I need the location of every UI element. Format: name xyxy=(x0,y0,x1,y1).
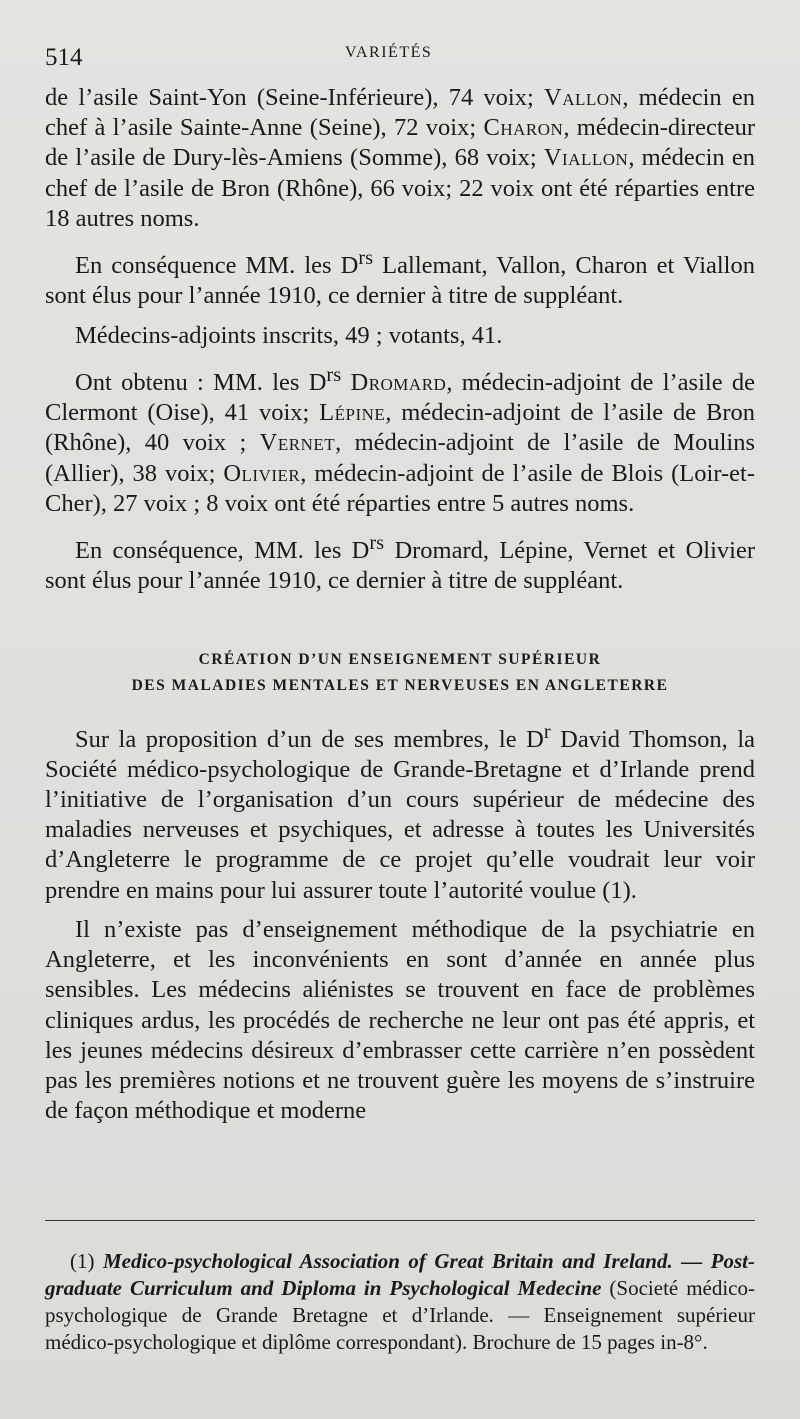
person-name: Olivier xyxy=(223,459,301,487)
text-run: En conséquence, MM. les D xyxy=(75,537,370,565)
superscript: rs xyxy=(326,363,342,386)
text-run: Sur la proposition d’un de ses membres, le D xyxy=(75,725,544,753)
running-title: VARIÉTÉS xyxy=(345,44,433,61)
footnote-text: (Societé médico-psychologique de Grande Bretagne et d’Irlande. — Enseignement supérieur médico-psychologique et diplôme correspondant). Brochure de 15 pages in-8°. xyxy=(45,1276,755,1354)
superscript: rs xyxy=(369,531,385,554)
page-number: 514 xyxy=(45,44,83,71)
person-name: Lépine xyxy=(319,399,386,427)
text-run: David Thomson, la Société médico-psychologique de Grande-Bretagne et d’Irlande prend l’initiative de l’organisation d’un cours supérieur de médecine des maladies nerveuses et psychiques, et adresse à toutes les Universités d’Angleterre le programme de ce projet qu’elle voudrait leur voir prendre en mains pour lui assurer toute l’autorité voulue (1). xyxy=(45,725,755,904)
text-run: , médecin-adjoint de l’asile de Blois (Loir-et-Cher), 27 voix ; 8 voix ont été réparties entre 5 autres noms. xyxy=(45,459,755,517)
text-run: Ont obtenu : MM. les D xyxy=(75,368,327,396)
text-run: , médecin-adjoint de l’asile de Bron (Rhône), 40 voix ; xyxy=(45,399,755,457)
footnote-title: Medico-psychological Association of Great Britain and Ireland. — Post-graduate Curriculum and Diploma in Psychological Medecine xyxy=(45,1249,755,1300)
text-run: En conséquence MM. les D xyxy=(75,252,359,280)
text-run: , médecin-adjoint de l’asile de Clermont (Oise), 41 voix; xyxy=(45,368,756,427)
superscript: rs xyxy=(358,247,374,270)
person-name: Vernet xyxy=(259,429,336,457)
paragraph-adjoints-count: Médecins-adjoints inscrits, 49 ; votants, 41. xyxy=(75,321,503,349)
superscript: r xyxy=(543,720,551,743)
section-heading xyxy=(45,647,755,699)
person-name: Viallon xyxy=(543,144,629,172)
footnote-divider xyxy=(45,1220,755,1221)
footnote-marker: (1) xyxy=(70,1249,103,1273)
paragraph-proposal xyxy=(45,717,755,906)
heading-line: DES MALADIES MENTALES ET NERVEUSES EN ANGLETERRE xyxy=(131,676,669,694)
text-run: , médecin-directeur de l’asile de Dury-lès-Amiens (Somme), 68 voix; xyxy=(45,114,755,172)
text-run: , médecin en chef à l’asile Sainte-Anne (Seine), 72 voix; xyxy=(45,84,755,142)
page-header xyxy=(0,0,800,80)
paragraph-election-results-chefs xyxy=(45,83,755,234)
paragraph-election-results-adjoints xyxy=(45,360,755,519)
paragraph-elected-adjoints xyxy=(45,528,755,597)
paragraph-elected-chefs xyxy=(45,243,755,312)
person-name: Charon xyxy=(483,114,564,142)
text-run: Dromard, Lépine, Vernet et Olivier sont élus pour l’année 1910, ce dernier à titre de suppléant. xyxy=(45,537,755,595)
person-name: Vallon xyxy=(544,84,623,111)
text-run: de l’asile Saint-Yon (Seine-Inférieure), 74 voix; xyxy=(45,84,545,111)
text-run: Lallemant, Vallon, Charon et Viallon sont élus pour l’année 1910, ce dernier à titre de suppléant. xyxy=(45,252,755,310)
footnote xyxy=(45,1248,755,1356)
article-body xyxy=(45,83,755,1135)
heading-line: CRÉATION D’UN ENSEIGNEMENT SUPÉRIEUR xyxy=(198,650,602,668)
paragraph-no-teaching: Il n’existe pas d’enseignement méthodique de la psychiatrie en Angleterre, et les inconvénients en sont d’année en année plus sensibles. Les médecins aliénistes se trouvent en face de problèmes cliniques ardus, les procédés de recherche ne leur ont pas été appris, et les jeunes médecins désireux d’embrasser cette carrière n’en possèdent pas les premières notions et ne trouvent guère les moyens de s’instruire de façon méthodique et moderne xyxy=(45,915,755,1125)
person-name: Dromard xyxy=(350,368,447,396)
text-run: , médecin-adjoint de l’asile de Moulins (Allier), 38 voix; xyxy=(45,429,755,487)
text-run: , médecin en chef de l’asile de Bron (Rhône), 66 voix; 22 voix ont été réparties entre 18 autres noms. xyxy=(45,144,755,232)
